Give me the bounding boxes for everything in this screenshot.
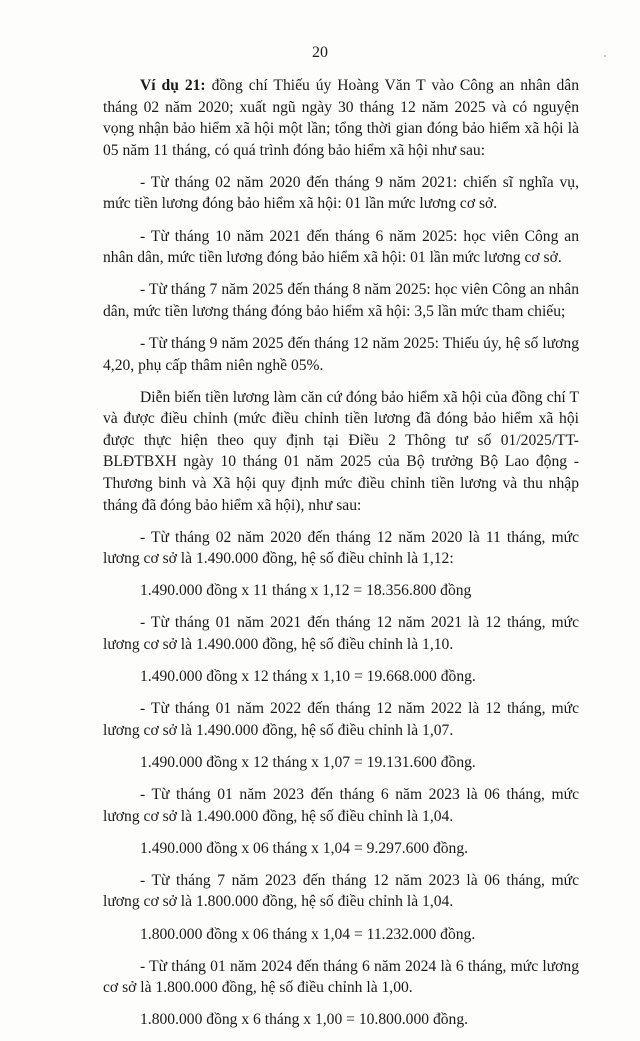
scan-speck [604,55,606,57]
paragraph: - Từ tháng 01 năm 2024 đến tháng 6 năm 2024 là 6 tháng, mức lương cơ sở là 1.800.000 đồng, hệ số điều chỉnh là 1,00. [103,957,579,997]
calculation-line: 1.490.000 đồng x 12 tháng x 1,10 = 19.668.000 đồng. [140,668,476,686]
paragraph: - Từ tháng 01 năm 2023 đến tháng 6 năm 2023 là 06 tháng, mức lương cơ sở là 1.490.000 đồng, hệ số điều chỉnh là 1,04. [103,786,579,825]
example-label: Ví dụ 21: [140,77,206,94]
paragraph: - Từ tháng 9 năm 2025 đến tháng 12 năm 2025: Thiếu úy, hệ số lương 4,20, phụ cấp thâm niên nghề 05%. [103,334,579,374]
calculation-line: 1.490.000 đồng x 12 tháng x 1,07 = 19.131.600 đồng. [140,753,476,771]
paragraph: Diễn biến tiền lương làm căn cứ đóng bảo hiểm xã hội của đồng chí T và được điều chỉnh (mức điều chỉnh tiền lương đã đóng bảo hiểm xã hội được thực hiện theo quy định tại Điều 2 Thông tư số 01/2025/TT-BLĐTBXH ngày 10 tháng 01 năm 2025 của Bộ trưởng Bộ Lao động - Thương binh và Xã hội quy định mức điều chỉnh tiền lương và thu nhập tháng đã đóng bảo hiểm xã hội), như sau: [103,388,579,514]
calculation-line: 1.490.000 đồng x 06 tháng x 1,04 = 9.297.600 đồng. [140,839,469,857]
paragraph-text: đồng chí Thiếu úy Hoàng Văn T vào Công an nhân dân tháng 02 năm 2020; xuất ngũ ngày 30 tháng 12 năm 2025 và có nguyện vọng nhận bảo hiểm xã hội một lần; tổng thời gian đóng bảo hiểm xã hội là 05 năm 11 tháng, có quá trình đóng bảo hiểm xã hội như sau: [103,77,579,159]
paragraph: - Từ tháng 02 năm 2020 đến tháng 12 năm 2020 là 11 tháng, mức lương cơ sở là 1.490.000 đồng, hệ số điều chỉnh là 1,12: [103,528,579,568]
paragraph: - Từ tháng 7 năm 2025 đến tháng 8 năm 2025: học viên Công an nhân dân, mức tiền lương tháng đóng bảo hiểm xã hội: 3,5 lần mức tham chiếu; [103,281,579,320]
paragraph: - Từ tháng 10 năm 2021 đến tháng 6 năm 2025: học viên Công an nhân dân, mức tiền lương đóng bảo hiểm xã hội: 01 lần mức lương cơ sở. [103,227,579,267]
paragraph: - Từ tháng 02 năm 2020 đến tháng 9 năm 2021: chiến sĩ nghĩa vụ, mức tiền lương đóng bảo hiểm xã hội: 01 lần mức lương cơ sở. [103,173,579,213]
page-number: 20 [312,44,328,61]
calculation-line: 1.800.000 đồng x 6 tháng x 1,00 = 10.800.000 đồng. [140,1011,469,1029]
calculation-line: 1.490.000 đồng x 11 tháng x 1,12 = 18.356.800 đồng [140,582,472,600]
paragraph: - Từ tháng 01 năm 2021 đến tháng 12 năm 2021 là 12 tháng, mức lương cơ sở là 1.490.000 đồng, hệ số điều chỉnh là 1,10. [103,614,579,654]
document-body [103,75,579,1041]
paragraph: - Từ tháng 7 năm 2023 đến tháng 12 năm 2023 là 06 tháng, mức lương cơ sở là 1.800.000 đồng, hệ số điều chỉnh là 1,04. [103,871,579,911]
calculation-line: 1.800.000 đồng x 06 tháng x 1,04 = 11.232.000 đồng. [140,925,476,943]
example-paragraph [103,75,579,161]
paragraph: - Từ tháng 01 năm 2022 đến tháng 12 năm 2022 là 12 tháng, mức lương cơ sở là 1.490.000 đồng, hệ số điều chỉnh là 1,07. [103,700,579,739]
